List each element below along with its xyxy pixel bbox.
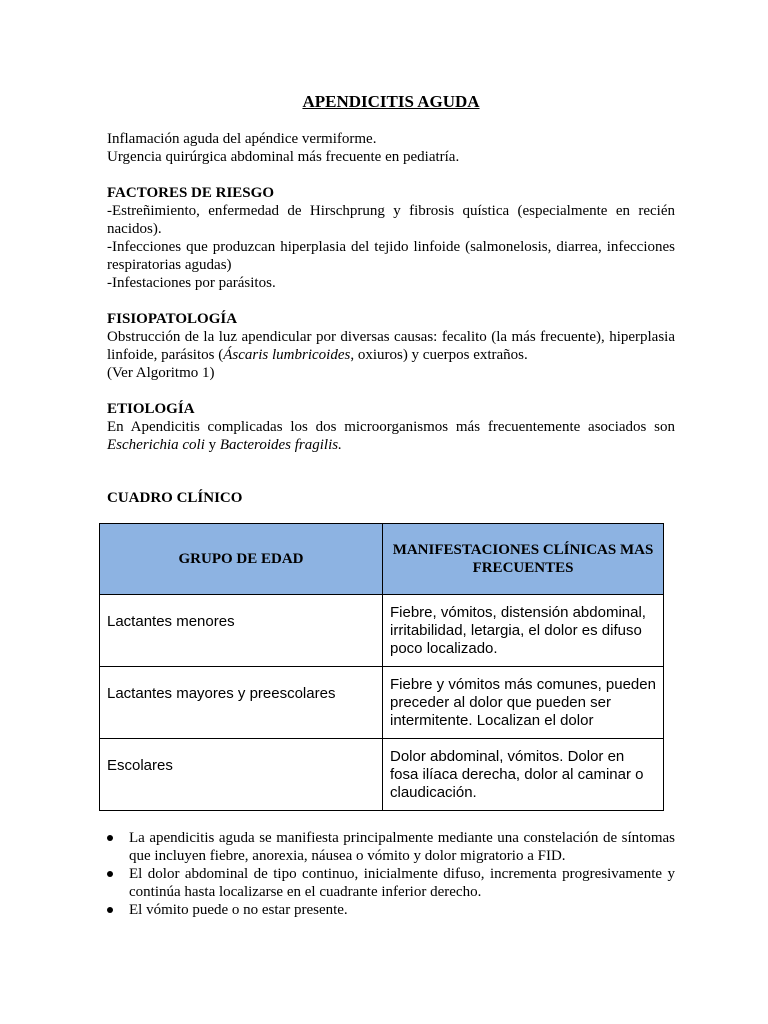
list-item [107,829,675,865]
age-label: Lactantes mayores y preescolares [107,684,336,702]
table-cell-age [100,667,383,739]
document-title: APENDICITIS AGUDA [302,92,480,111]
table-cell-manifest: Fiebre, vómitos, distensión abdominal, irritabilidad, letargia, el dolor es difuso poco localizado. [383,595,664,667]
factor-line: -Infestaciones por parásitos. [107,275,276,291]
organism-name: Bacteroides fragilis. [219,437,342,453]
table-cell-age [100,595,383,667]
factor-line: -Estreñimiento, enfermedad de Hirschprung y fibrosis quística (especialmente en recién nacidos). [107,203,675,237]
etiologia-text [107,418,675,454]
table-cell-manifest: Fiebre y vómitos más comunes, pueden preceder al dolor que pueden ser intermitente. Localizan el dolor [383,667,664,739]
table-row [100,595,664,667]
list-item [107,901,675,919]
table-header-cell: GRUPO DE EDAD [100,524,383,595]
table-row [100,739,664,811]
parasite-name: Áscaris lumbricoides [223,347,351,363]
algorithm-note: (Ver Algoritmo 1) [107,365,215,381]
list-item-text: El dolor abdominal de tipo continuo, inicialmente difuso, incrementa progresivamente y continúa hasta localizarse en el cuadrante inferior derecho. [129,866,675,900]
factor-line: -Infecciones que produzcan hiperplasia del tejido linfoide (salmonelosis, diarrea, infecciones respiratorias agudas) [107,239,675,273]
section-heading-factores: FACTORES DE RIESGO [107,185,274,201]
section-heading-etiologia: ETIOLOGÍA [107,401,195,417]
table-cell-manifest: Dolor abdominal, vómitos. Dolor en fosa ilíaca derecha, dolor al caminar o claudicación. [383,739,664,811]
clinical-table [99,523,664,811]
section-heading-cuadro: CUADRO CLÍNICO [107,490,243,506]
table-header-cell: MANIFESTACIONES CLÍNICAS MAS FRECUENTES [383,524,664,595]
list-item-text: El vómito puede o no estar presente. [129,902,348,918]
etiologia-text-part: En Apendicitis complicadas los dos microorganismos más frecuentemente asociados son [107,419,675,435]
fisiopatologia-text [107,328,675,364]
organism-name: Escherichia coli [107,437,205,453]
list-item-text: La apendicitis aguda se manifiesta principalmente mediante una constelación de síntomas que incluyen fiebre, anorexia, náusea o vómito y dolor migratorio a FID. [129,830,675,864]
bullet-icon [107,907,113,913]
section-heading-fisiopatologia: FISIOPATOLOGÍA [107,311,238,327]
bullet-icon [107,835,113,841]
table-row [100,667,664,739]
document-body [107,92,675,507]
age-label: Lactantes menores [107,612,235,630]
age-label: Escolares [107,756,173,774]
table-header-row [100,524,664,595]
table-cell-age [100,739,383,811]
fisiopatologia-text-part: , oxiuros) y cuerpos extraños. [350,347,528,363]
intro-line: Inflamación aguda del apéndice vermiforme. [107,131,377,147]
bullet-list [107,829,675,919]
bullet-icon [107,871,113,877]
intro-line: Urgencia quirúrgica abdominal más frecuente en pediatría. [107,149,460,165]
fisiopatologia-text-part: Obstrucción de la luz apendicular por diversas causas: fecalito (la más frecuente), hiperplasia linfoide, parásitos ( [107,329,675,363]
list-item [107,865,675,901]
etiologia-text-part: y [204,437,220,453]
